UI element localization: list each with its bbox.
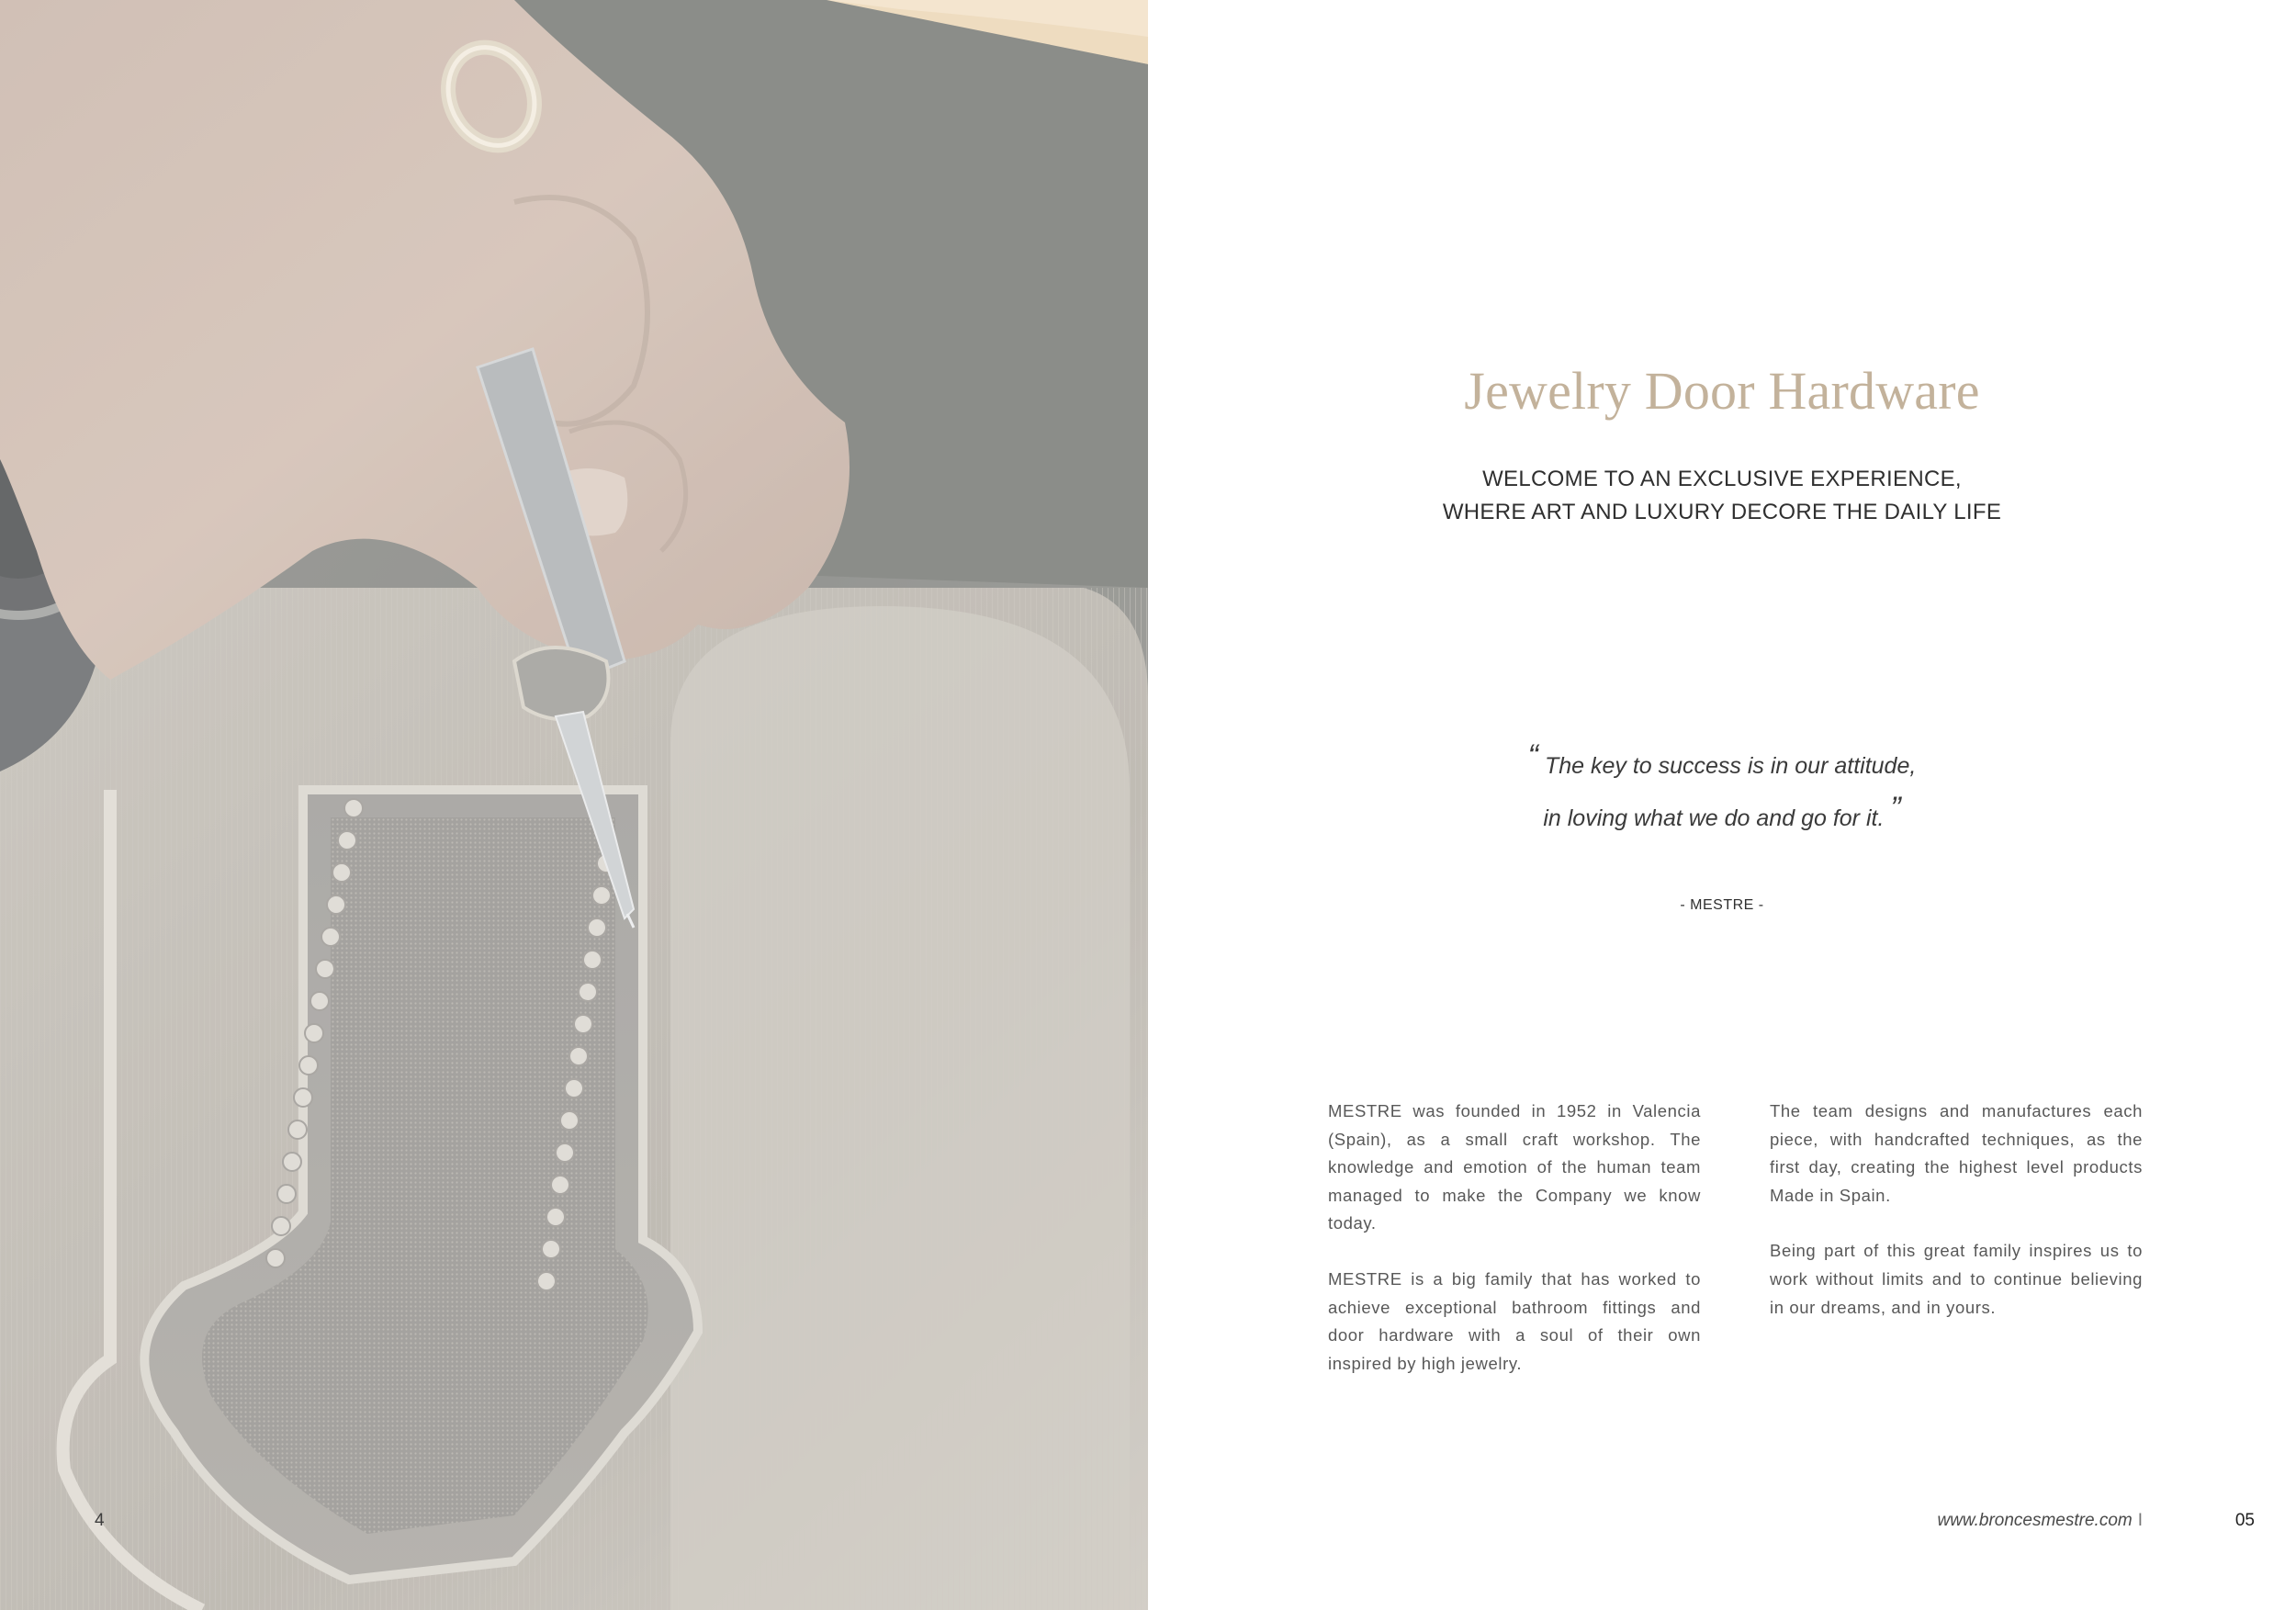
paragraph: The team designs and manufactures each piece, with handcrafted techniques, as the first day, creating the highest level products Made in Spain. [1770,1101,2143,1205]
website-url[interactable]: www.broncesmestre.com [1937,1511,2133,1530]
paragraph: MESTRE is a big family that has worked to achieve exceptional bathroom fittings and door hardware with a soul of their own inspired by high jewelry. [1328,1268,1701,1373]
body-column-left [1328,1098,1701,1405]
right-page [1148,0,2296,1610]
quote-attribution: - MESTRE - [1680,897,1764,913]
footer-separator: I [2137,1511,2143,1530]
quote-line-2 [1148,787,2296,839]
quote-text-1: The key to success is in our attitude, [1544,753,1917,779]
subtitle-line-2: WHERE ART AND LUXURY DECORE THE DAILY LIFE [1442,500,2002,524]
page-number-right: 05 [2234,1511,2255,1530]
paragraph: MESTRE was founded in 1952 in Valencia (Spain), as a small craft workshop. The knowledge and emotion of the human team managed to make the Company we know today. [1328,1101,1701,1233]
subtitle-line-1: WELCOME TO AN EXCLUSIVE EXPERIENCE, [1482,467,1962,491]
open-quote-mark: “ [1527,738,1538,773]
quote-text-2: in loving what we do and go for it. [1543,805,1885,831]
quote-line-1 [1148,735,2296,787]
close-quote-mark: ” [1890,791,1901,826]
website-link[interactable] [1937,1511,2143,1531]
subtitle [1148,463,2296,529]
page-title: Jewelry Door Hardware [1464,361,1980,421]
page-number-left: 4 [95,1511,105,1530]
paragraph: Being part of this great family inspires us to work without limits and to continue believing in our dreams, and in yours. [1770,1241,2143,1317]
body-column-right [1770,1098,2143,1349]
quote [1148,735,2296,839]
